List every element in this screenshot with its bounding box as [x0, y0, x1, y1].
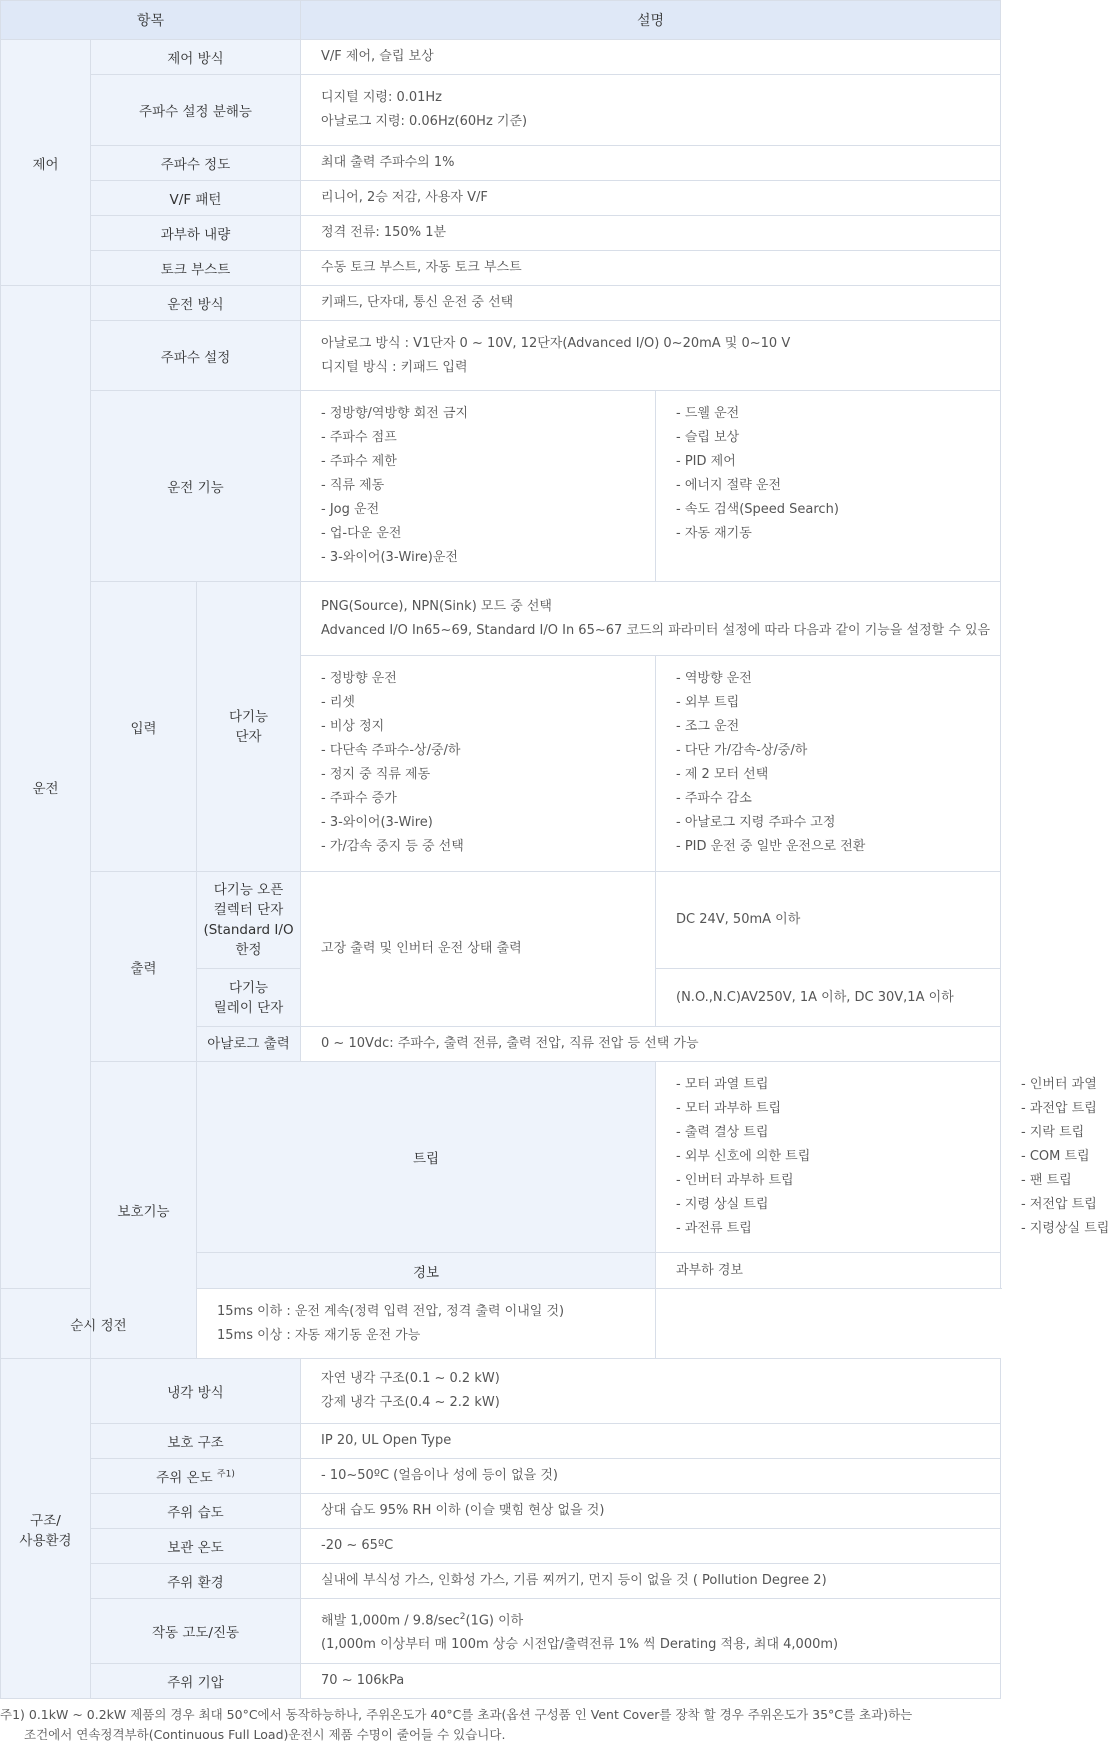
value-line: 강제 냉각 구조(0.4 ~ 2.2 kW) [321, 1395, 500, 1410]
row-value: - 10~50ºC (얼음이나 성에 등이 없을 것) [301, 1459, 1001, 1494]
row-value: 70 ~ 106kPa [301, 1664, 1001, 1699]
list-item: - 인버터 과부하 트립 [676, 1173, 794, 1188]
table-row [1, 1459, 1001, 1494]
table-row [1, 251, 1001, 286]
row-label-temp [91, 1459, 301, 1494]
table-row [1, 1664, 1001, 1699]
table-row [1, 582, 1001, 656]
list-item: - 직류 제동 [321, 478, 385, 493]
row-value: 키패드, 단자대, 통신 운전 중 선택 [301, 286, 1001, 321]
category-control: 제어 [1, 40, 91, 286]
list-item: - PID 제어 [676, 454, 736, 469]
label-text: 주위 온도 [156, 1470, 213, 1486]
row-label: 운전 방식 [91, 286, 301, 321]
row-value: 상대 습도 95% RH 이하 (이슬 맺힘 현상 없을 것) [301, 1494, 1001, 1529]
row-label: 냉각 방식 [91, 1359, 301, 1424]
list-item: - 외부 신호에 의한 트립 [676, 1149, 811, 1164]
row-value [301, 321, 1001, 391]
table-row [1, 146, 1001, 181]
list-item: - 드웰 운전 [676, 406, 740, 421]
list-item: - 정지 중 직류 제동 [321, 767, 431, 782]
row-label: 작동 고도/진동 [91, 1599, 301, 1664]
list-item: - 역방향 운전 [676, 671, 752, 686]
table-row [1, 1529, 1001, 1564]
list-item: - 다단 가/감속-상/중/하 [676, 743, 808, 758]
value-line [321, 1605, 1000, 1633]
row-value: 수동 토크 부스트, 자동 토크 부스트 [301, 251, 1001, 286]
list-item: - 지령 상실 트립 [676, 1197, 769, 1212]
footnote-line: 조건에서 연속정격부하(Continuous Full Load)운전시 제품 수명이 줄어들 수 있습니다. [24, 1727, 506, 1742]
row-label: 주위 습도 [91, 1494, 301, 1529]
list-item: - 3-와이어(3-Wire) [321, 815, 433, 830]
row-label: 주위 기압 [91, 1664, 301, 1699]
header-item: 항목 [1, 1, 301, 40]
list-right [656, 656, 1001, 872]
label-line: 다기능 오픈 [213, 882, 284, 898]
row-value: IP 20, UL Open Type [301, 1424, 1001, 1459]
footnote [0, 1705, 1000, 1745]
row-value: (N.O.,N.C)AV250V, 1A 이하, DC 30V,1A 이하 [656, 969, 1001, 1027]
row-label: 순시 정전 [1, 1289, 197, 1359]
table-row [1, 75, 1001, 146]
value-line: Advanced I/O In65~69, Standard I/O In 65~67 코드의 파라미터 설정에 따라 다음과 같이 기능을 설정할 수 있음 [321, 622, 991, 638]
row-label: 과부하 내량 [91, 216, 301, 251]
list-item: - 모터 과열 트립 [676, 1077, 769, 1092]
list-item: - PID 운전 중 일반 운전으로 전환 [676, 839, 866, 854]
list-item: - 에너지 절략 운전 [676, 478, 782, 493]
row-label: 제어 방식 [91, 40, 301, 75]
table-header [1, 1, 1001, 40]
row-value: 고장 출력 및 인버터 운전 상태 출력 [301, 872, 656, 1027]
value-line: 아날로그 방식 : V1단자 0 ~ 10V, 12단자(Advanced I/O) 0~20mA 및 0~10 V [321, 335, 791, 351]
row-label: 주위 환경 [91, 1564, 301, 1599]
row-label: 경보 [197, 1253, 656, 1289]
list-item: - 주파수 감소 [676, 791, 752, 806]
list-item: - Jog 운전 [321, 502, 380, 517]
list-item: - 조그 운전 [676, 719, 740, 734]
row-label: 운전 기능 [91, 391, 301, 582]
list-left [301, 656, 656, 872]
row-value: 최대 출력 주파수의 1% [301, 146, 1001, 181]
header-desc: 설명 [301, 1, 1001, 40]
row-value: 정격 전류: 150% 1분 [301, 216, 1001, 251]
list-right [656, 391, 1001, 582]
value-line: 아날로그 지령: 0.06Hz(60Hz 기준) [321, 114, 528, 129]
label-line: 컬렉터 단자 [213, 902, 284, 918]
row-value: DC 24V, 50mA 이하 [656, 872, 1001, 969]
list-item: - 과전류 트립 [676, 1221, 752, 1236]
table-row [1, 1359, 1001, 1424]
value-line: PNG(Source), NPN(Sink) 모드 중 선택 [321, 598, 552, 614]
row-value: 실내에 부식성 가스, 인화성 가스, 기름 찌꺼기, 먼지 등이 없을 것 ( Pollution Degree 2) [301, 1564, 1001, 1599]
category-operation: 운전 [1, 286, 91, 1289]
footnote-mark: 주1) [216, 1469, 235, 1480]
table-row [1, 321, 1001, 391]
list-item: - 정방향 운전 [321, 671, 397, 686]
table-row [1, 40, 1001, 75]
row-value [301, 1599, 1001, 1664]
list-item: - 자동 재기동 [676, 526, 752, 541]
value-line: 자연 냉각 구조(0.1 ~ 0.2 kW) [321, 1371, 500, 1386]
table-row [1, 1289, 1001, 1359]
list-item: - 리셋 [321, 695, 355, 710]
list-item: - 주파수 증가 [321, 791, 397, 806]
table-row [1, 1564, 1001, 1599]
row-label-output: 출력 [91, 872, 197, 1062]
row-value: 리니어, 2승 저감, 사용자 V/F [301, 181, 1001, 216]
label-line: 릴레이 단자 [213, 999, 284, 1016]
row-value [301, 75, 1001, 146]
list-item: - 주파수 제한 [321, 454, 397, 469]
label-line: 구조/ [30, 1512, 61, 1529]
value-line: (1,000m 이상부터 매 100m 상승 시전압/출력전류 1% 씩 Derating 적용, 최대 4,000m) [321, 1637, 839, 1653]
list-item: - 비상 정지 [321, 719, 385, 734]
row-label-input: 입력 [91, 582, 197, 872]
row-value: 과부하 경보 [656, 1253, 1001, 1289]
row-value: -20 ~ 65ºC [301, 1529, 1001, 1564]
row-label: 토크 부스트 [91, 251, 301, 286]
list-item: - 3-와이어(3-Wire)운전 [321, 550, 458, 565]
list-item: - 외부 트립 [676, 695, 740, 710]
list-left [656, 1062, 1001, 1253]
row-label: 주파수 설정 분해능 [91, 75, 301, 146]
list-item: - 가/감속 중지 등 중 선택 [321, 839, 464, 854]
category-environment [1, 1359, 91, 1699]
list-item: - 모터 과부하 트립 [676, 1101, 782, 1116]
row-label: 주파수 정도 [91, 146, 301, 181]
table-row [1, 391, 1001, 582]
value-line: 15ms 이상 : 자동 재기동 운전 가능 [217, 1327, 421, 1343]
category-protection: 보호기능 [91, 1062, 197, 1359]
row-value [197, 1289, 656, 1359]
row-label: 아날로그 출력 [197, 1027, 301, 1062]
label-line: 사용환경 [19, 1532, 72, 1549]
value-text: 해발 1,000m / 9.8/sec [321, 1613, 460, 1629]
row-label-multi [197, 582, 301, 872]
list-item: - 정방향/역방향 회전 금지 [321, 406, 469, 421]
label-line: 다기능 [228, 708, 269, 725]
footnote-line: 주1) 0.1kW ~ 0.2kW 제품의 경우 최대 50°C에서 동작하능하나, 주위온도가 40°C를 초과(옵션 구성품 인 Vent Cover를 장착 할 경우 주위온도가 35°C를 초과)하는 [0, 1707, 913, 1722]
table-row: 보호기능 트립 - 모터 과열 트립 - 모터 과부하 트립 - 출력 결상 트립 - 외부 신호에 의한 트립 - 인버터 과부하 트립 - 지령 상실 트립 - 과전류 트립 - 인버터 과열 - 과전압 트립 - 지락 트립 - COM 트립 - 팬 트립 - 저전압 트립 - 지령상실 트립 [1, 1062, 1001, 1253]
label-line: 단자 [235, 728, 262, 745]
list-item: - 주파수 점프 [321, 430, 397, 445]
list-item: - 제 2 모터 선택 [676, 767, 769, 782]
table-row [1, 1494, 1001, 1529]
list-item: - 다단속 주파수-상/중/하 [321, 743, 461, 758]
label-line: 다기능 [228, 979, 269, 996]
row-label: 주파수 설정 [91, 321, 301, 391]
list-item: - 슬립 보상 [676, 430, 740, 445]
row-label-open-collector [197, 872, 301, 969]
row-label: 보관 온도 [91, 1529, 301, 1564]
list-item: - 속도 검색(Speed Search) [676, 502, 839, 517]
list-item: - 아날로그 지령 주파수 고정 [676, 815, 836, 830]
row-value: V/F 제어, 슬립 보상 [301, 40, 1001, 75]
value-text: (1G) 이하 [465, 1613, 524, 1629]
row-label: V/F 패턴 [91, 181, 301, 216]
row-value [301, 582, 1001, 656]
table-row [1, 872, 1001, 969]
label-line: (Standard I/O [203, 922, 294, 938]
list-left [301, 391, 656, 582]
table-row [1, 286, 1001, 321]
label-line: 한정 [235, 942, 262, 958]
row-value [301, 1359, 1001, 1424]
row-label: 트립 [197, 1062, 656, 1253]
row-value: 0 ~ 10Vdc: 주파수, 출력 전류, 출력 전압, 직류 전압 등 선택 가능 [301, 1027, 1001, 1062]
superscript: 2 [459, 1611, 466, 1622]
table-row [1, 181, 1001, 216]
value-line: 15ms 이하 : 운전 계속(정력 입력 전압, 정격 출력 이내일 것) [217, 1303, 565, 1319]
value-line: 디지털 방식 : 키패드 입력 [321, 359, 468, 375]
table-row [1, 1599, 1001, 1664]
table-row [1, 1424, 1001, 1459]
list-item: - 업-다운 운전 [321, 526, 402, 541]
table-row [1, 216, 1001, 251]
list-item: - 출력 결상 트립 [676, 1125, 769, 1140]
row-label-relay [197, 969, 301, 1027]
value-line: 디지털 지령: 0.01Hz [321, 90, 442, 105]
row-label: 보호 구조 [91, 1424, 301, 1459]
